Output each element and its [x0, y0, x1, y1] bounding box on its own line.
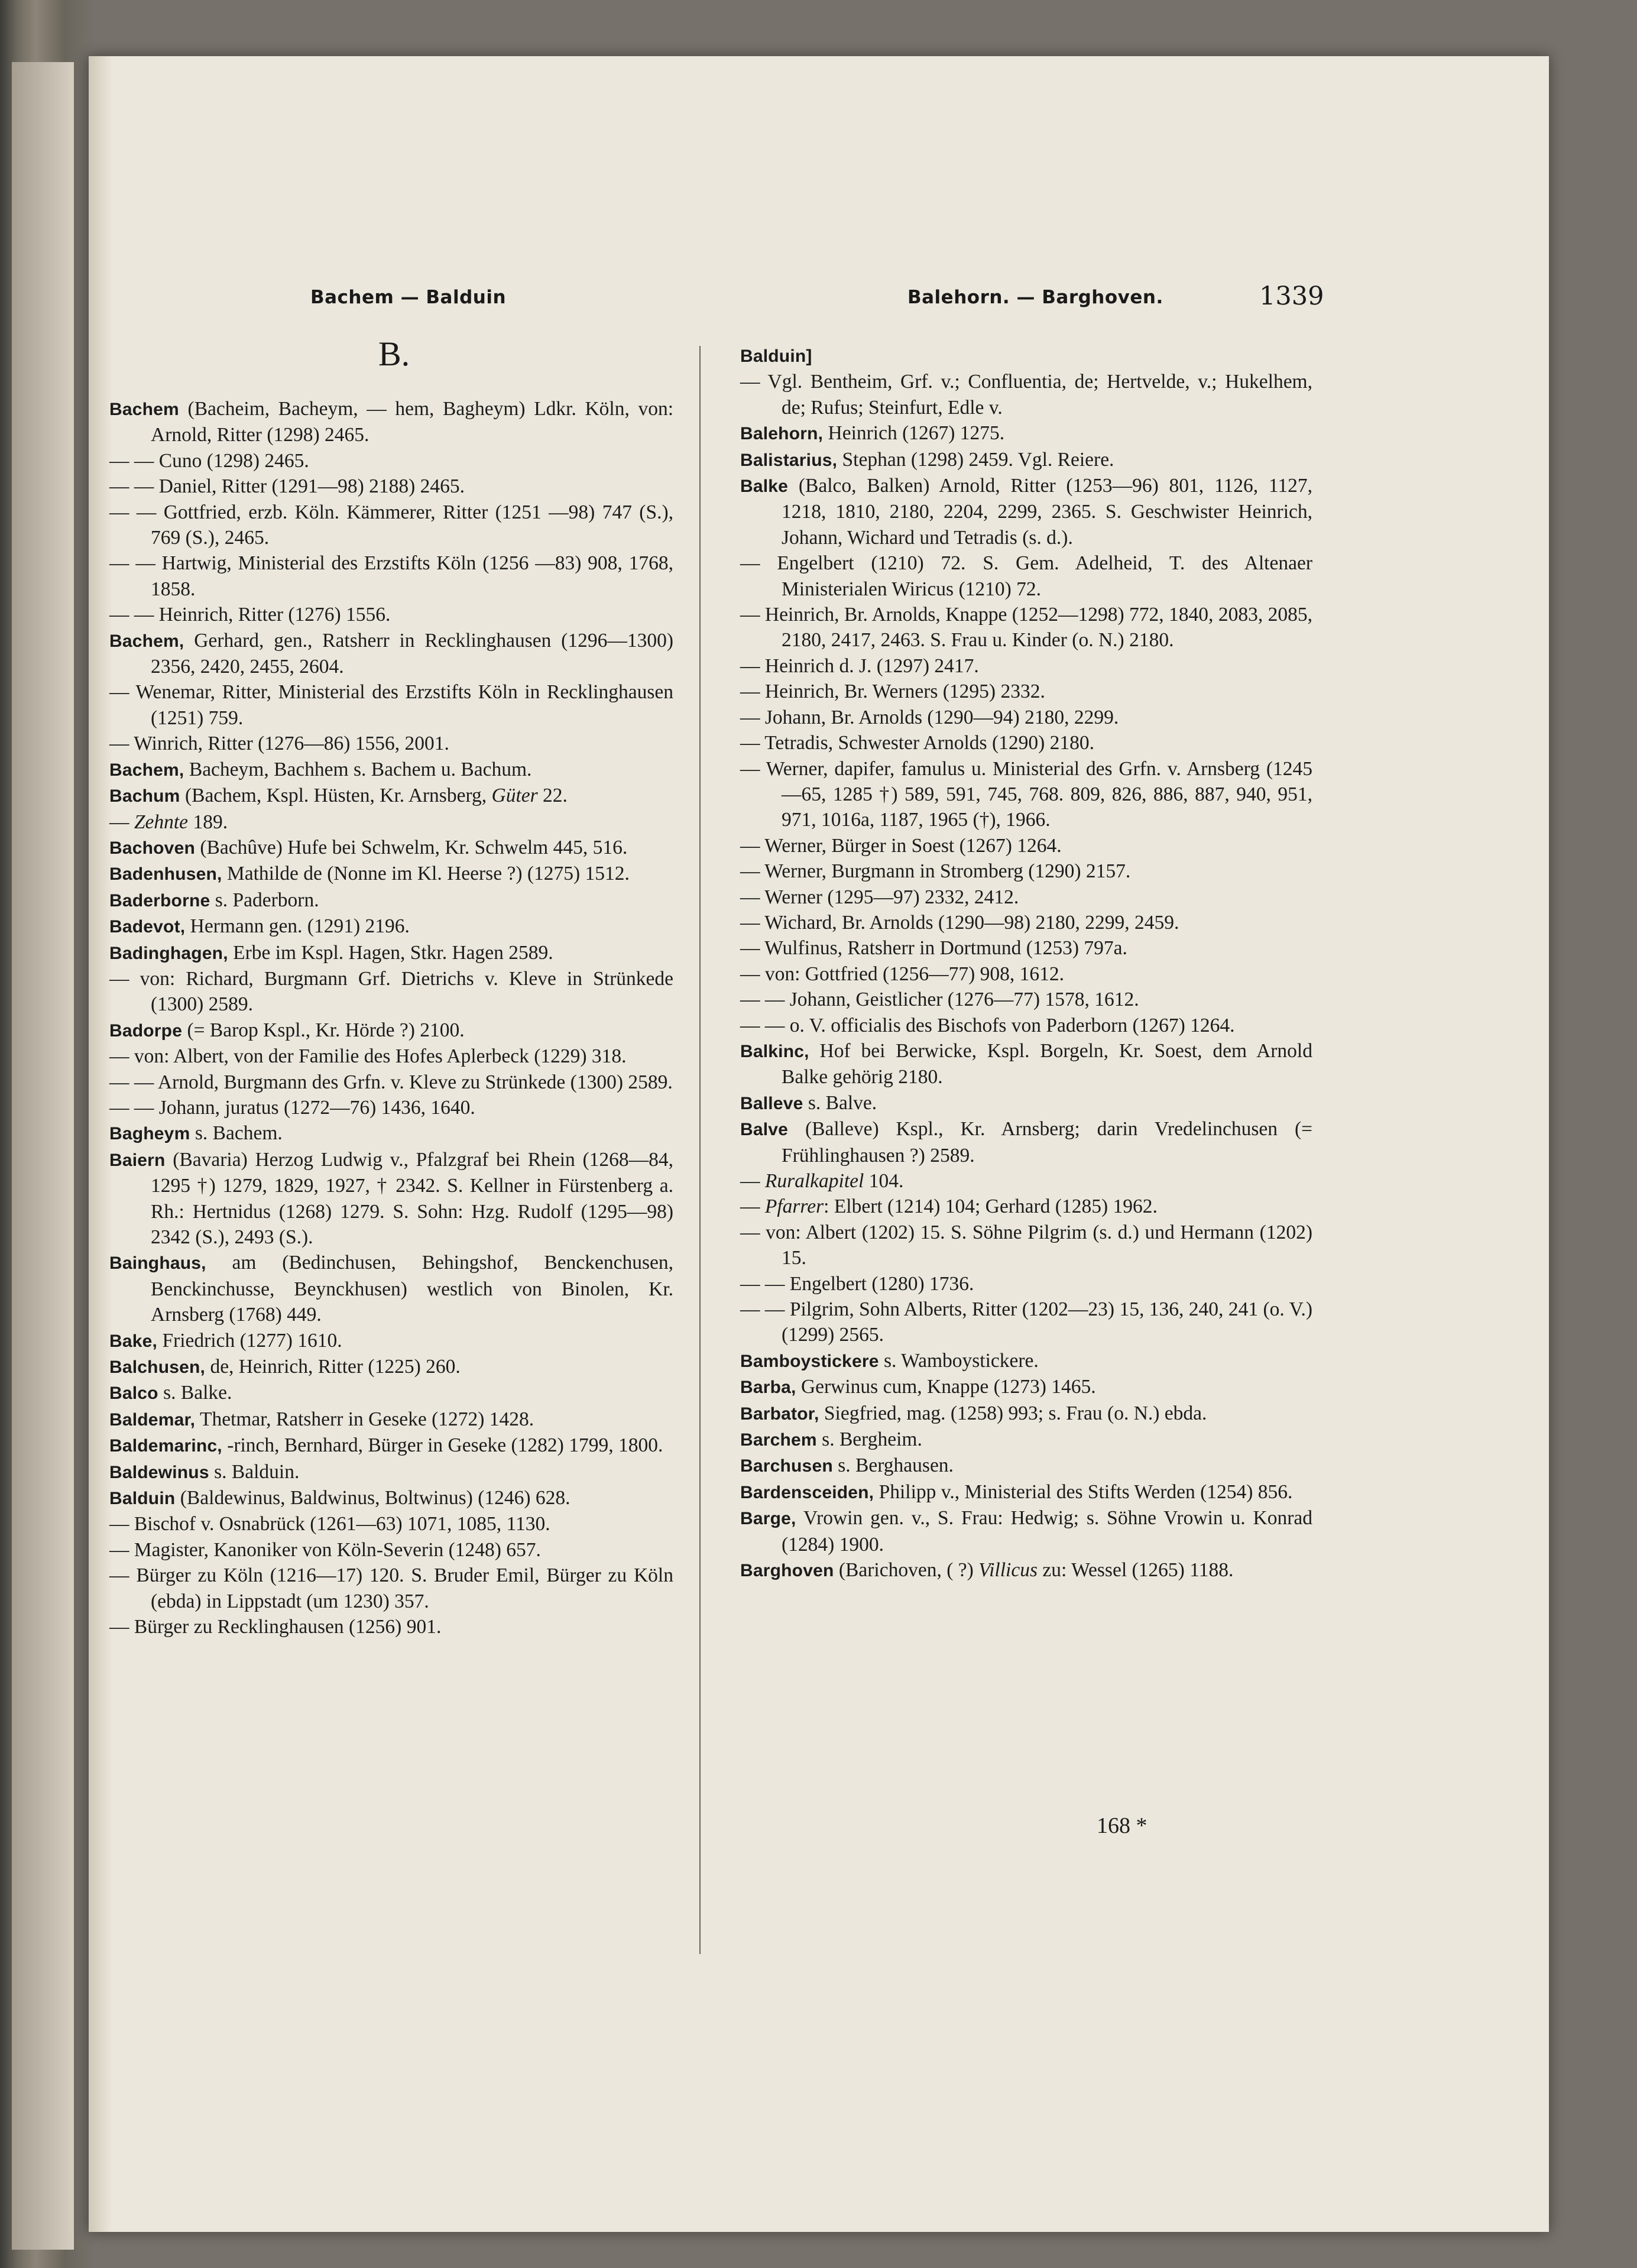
entry-text: — Werner, Bürger in Soest (1267) 1264. — [740, 834, 1062, 857]
entry-text: Gerhard, gen., Ratsherr in Recklinghausen (1296—1300) 2356, 2420, 2455, 2604. — [151, 629, 673, 678]
entry-text: — — Heinrich, Ritter (1276) 1556. — [109, 604, 391, 626]
column-divider — [699, 346, 701, 1954]
entry-text: (= Barop Kspl., Kr. Hörde ?) 2100. — [182, 1019, 465, 1041]
index-entry — [740, 1271, 1312, 1297]
index-entry — [740, 1453, 1312, 1479]
index-entry — [740, 1168, 1312, 1194]
index-entry — [740, 1505, 1312, 1557]
index-entry — [740, 1348, 1312, 1374]
entry-italic-term: Zehnte — [134, 811, 189, 833]
entry-text: Mathilde de (Nonne im Kl. Heerse ?) (1275) 1512. — [222, 863, 630, 885]
index-entry — [740, 1038, 1312, 1090]
entry-headword: Balleve — [740, 1093, 803, 1113]
entry-text: s. Paderborn. — [210, 889, 319, 911]
entry-headword: Barchem — [740, 1430, 817, 1450]
entry-text: — Werner, dapifer, famulus u. Ministerial des Grfn. v. Arnsberg (1245—65, 1285 †) 589, 591, 745, 768. 809, 826, 886, 887, 940, 951, 971, 1016a, 1187, 1965 (†), 1966. — [740, 757, 1312, 831]
entry-text-tail: 189. — [188, 811, 228, 833]
entry-text: — — [740, 1170, 765, 1192]
signature-mark: 168 * — [1097, 1813, 1147, 1838]
entry-text: — — Daniel, Ritter (1291—98) 2188) 2465. — [109, 475, 465, 498]
entry-headword: Balchusen, — [109, 1357, 206, 1378]
entry-text: — Bürger zu Köln (1216—17) 120. S. Bruder Emil, Bürger zu Köln (ebda) in Lippstadt (um 1230) 357. — [109, 1564, 673, 1612]
entry-text: — — Arnold, Burgmann des Grfn. v. Kleve zu Strünkede (1300) 2589. — [109, 1071, 673, 1093]
index-entry — [740, 961, 1312, 987]
entry-headword: Bamboystickere — [740, 1351, 879, 1371]
index-entry — [109, 1459, 673, 1485]
index-entry — [740, 447, 1312, 473]
entry-text: Philipp v., Ministerial des Stifts Werden (1254) 856. — [874, 1480, 1293, 1503]
index-entry — [740, 910, 1312, 935]
entry-text: — Werner, Burgmann in Stromberg (1290) 2157. — [740, 860, 1131, 883]
index-entry — [740, 705, 1312, 730]
entry-text: Vrowin gen. v., S. Frau: Hedwig; s. Söhne Vrowin u. Konrad (1284) 1900. — [782, 1507, 1312, 1556]
entry-text: (Bacheim, Bacheym, — hem, Bagheym) Ldkr. Köln, von: Arnold, Ritter (1298) 2465. — [151, 398, 673, 446]
entry-text: — — Hartwig, Ministerial des Erzstifts Köln (1256 —83) 908, 1768, 1858. — [109, 552, 673, 600]
entry-headword: Baderborne — [109, 890, 210, 911]
index-entry — [109, 1407, 673, 1433]
entry-text: — — Pilgrim, Sohn Alberts, Ritter (1202—23) 15, 136, 240, 241 (o. V.) (1299) 2565. — [740, 1298, 1312, 1346]
entry-headword: Badinghagen, — [109, 943, 228, 963]
index-entry — [109, 1511, 673, 1537]
entry-headword: Barbator, — [740, 1404, 819, 1424]
index-entry — [109, 731, 673, 756]
entry-text: — — o. V. officialis des Bischofs von Paderborn (1267) 1264. — [740, 1014, 1235, 1036]
index-entry — [109, 1018, 673, 1044]
entry-text: — Wenemar, Ritter, Ministerial des Erzstifts Köln in Recklinghausen (1251) 759. — [109, 681, 673, 729]
entry-headword: Bardensceiden, — [740, 1482, 874, 1502]
index-entry — [109, 783, 673, 809]
entry-headword: Balduin] — [740, 346, 812, 366]
index-entry — [740, 756, 1312, 833]
entry-headword: Balve — [740, 1120, 789, 1140]
index-entry — [740, 653, 1312, 679]
entry-text: — — Engelbert (1280) 1736. — [740, 1272, 974, 1295]
entry-text: (Baldewinus, Baldwinus, Boltwinus) (1246) 628. — [175, 1487, 570, 1509]
entry-headword: Badenhusen, — [109, 864, 222, 884]
entry-headword: Balke — [740, 477, 789, 497]
index-entry — [740, 1220, 1312, 1271]
entry-text: — Heinrich, Br. Werners (1295) 2332. — [740, 681, 1045, 703]
entry-text: — — Cuno (1298) 2465. — [109, 449, 309, 472]
entry-text-tail: 104. — [864, 1170, 904, 1192]
entry-text: — Tetradis, Schwester Arnolds (1290) 2180. — [740, 732, 1095, 754]
index-entry — [740, 369, 1312, 420]
entry-text: (Bachûve) Hufe bei Schwelm, Kr. Schwelm 445, 516. — [195, 836, 628, 858]
entry-text-tail: 22. — [537, 785, 568, 807]
index-entry — [109, 602, 673, 627]
entry-headword: Baldemarinc, — [109, 1436, 222, 1456]
entry-text: — Johann, Br. Arnolds (1290—94) 2180, 2299. — [740, 706, 1119, 728]
index-entry — [109, 757, 673, 783]
entry-text: — Engelbert (1210) 72. S. Gem. Adelheid, T. des Altenaer Ministerialen Wiricus (1210) 72. — [740, 552, 1312, 600]
entry-text: — Werner (1295—97) 2332, 2412. — [740, 886, 1019, 908]
left-running-head: Bachem — Balduin — [310, 287, 507, 308]
entry-headword: Bachem, — [109, 631, 184, 651]
entry-text: Hof bei Berwicke, Kspl. Borgeln, Kr. Soest, dem Arnold Balke gehörig 2180. — [782, 1039, 1312, 1088]
index-entry — [740, 1401, 1312, 1427]
entry-text: (Balco, Balken) Arnold, Ritter (1253—96) 801, 1126, 1127, 1218, 1810, 2180, 2204, 2299, 2365. S. Geschwister Heinrich, Johann, Wichard und Tetradis (s. d.). — [782, 475, 1312, 549]
entry-text: s. Bergheim. — [816, 1428, 922, 1451]
index-entry — [740, 1194, 1312, 1219]
index-entry — [740, 420, 1312, 446]
index-entry — [109, 448, 673, 474]
entry-text: s. Bachem. — [190, 1122, 283, 1145]
page-number: 1339 — [1259, 281, 1324, 311]
entry-headword: Bachoven — [109, 838, 195, 858]
index-entry — [109, 940, 673, 966]
entry-text: Hermann gen. (1291) 2196. — [185, 915, 410, 938]
entry-text: — von: Gottfried (1256—77) 908, 1612. — [740, 963, 1065, 985]
right-column — [740, 343, 1312, 1584]
entry-text: Siegfried, mag. (1258) 993; s. Frau (o. N.) ebda. — [819, 1402, 1207, 1424]
entry-headword: Balco — [109, 1384, 158, 1404]
index-entry — [740, 602, 1312, 653]
entry-headword: Balduin — [109, 1489, 176, 1509]
index-entry — [740, 858, 1312, 884]
entry-headword: Barchusen — [740, 1456, 833, 1476]
index-entry — [740, 473, 1312, 550]
entry-text-tail: : Elbert (1214) 104; Gerhard (1285) 1962. — [824, 1195, 1158, 1218]
entry-text: — Magister, Kanoniker von Köln-Severin (1248) 657. — [109, 1538, 541, 1561]
facing-page-edge — [12, 62, 74, 2250]
index-entry — [109, 396, 673, 448]
entry-text: — — Gottfried, erzb. Köln. Kämmerer, Ritter (1251 —98) 747 (S.), 769 (S.), 2465. — [109, 501, 673, 549]
entry-headword: Bachem — [109, 400, 179, 419]
entry-text: — — [740, 1195, 765, 1218]
entry-text: Friedrich (1277) 1610. — [157, 1329, 342, 1352]
index-entry — [740, 833, 1312, 858]
entry-text: — — [109, 811, 134, 833]
entry-text: am (Bedinchusen, Behingshof, Benckenchusen, Benckinchusse, Beynckhusen) westlich von Binolen, Kr. Arnsberg (1768) 449. — [151, 1252, 673, 1326]
entry-headword: Bake, — [109, 1331, 158, 1351]
entry-italic-term: Güter — [491, 785, 538, 807]
entry-italic-term: Villicus — [978, 1559, 1038, 1582]
index-entry — [109, 887, 673, 913]
entry-headword: Bainghaus, — [109, 1253, 206, 1274]
index-entry — [109, 1250, 673, 1327]
index-entry — [109, 1614, 673, 1640]
index-entry — [109, 500, 673, 551]
index-entry — [740, 1557, 1312, 1583]
entry-text: s. Berghausen. — [832, 1454, 954, 1477]
entry-text: Erbe im Kspl. Hagen, Stkr. Hagen 2589. — [228, 941, 553, 964]
entry-text: — Bischof v. Osnabrück (1261—63) 1071, 1085, 1130. — [109, 1513, 550, 1535]
entry-headword: Baldewinus — [109, 1462, 209, 1482]
entry-headword: Barge, — [740, 1509, 796, 1529]
index-entry — [109, 913, 673, 939]
entry-text: (Balleve) Kspl., Kr. Arnsberg; darin Vredelinchusen (= Frühlinghausen ?) 2589. — [782, 1118, 1312, 1167]
entry-text: (Bachem, Kspl. Hüsten, Kr. Arnsberg, — [180, 785, 492, 807]
entry-text: Heinrich (1267) 1275. — [823, 422, 1005, 445]
entry-text: Gerwinus cum, Knappe (1273) 1465. — [796, 1376, 1096, 1398]
index-entry — [109, 628, 673, 680]
index-entry — [109, 1485, 673, 1511]
entry-text: — von: Albert, von der Familie des Hofes Aplerbeck (1229) 318. — [109, 1045, 627, 1068]
index-entry — [740, 1116, 1312, 1168]
entry-text: s. Balve. — [803, 1091, 877, 1114]
index-entry — [109, 1044, 673, 1069]
entry-text: — von: Albert (1202) 15. S. Söhne Pilgrim (s. d.) und Hermann (1202) 15. — [740, 1221, 1312, 1269]
entry-text: — Bürger zu Recklinghausen (1256) 901. — [109, 1616, 442, 1638]
index-entry — [740, 1427, 1312, 1453]
left-column — [109, 396, 673, 1640]
entry-headword: Badorpe — [109, 1020, 183, 1041]
index-entry — [109, 861, 673, 887]
entry-text: -rinch, Bernhard, Bürger in Geseke (1282) 1799, 1800. — [222, 1434, 663, 1457]
entry-headword: Balkinc, — [740, 1041, 809, 1061]
entry-text: Bacheym, Bachhem s. Bachem u. Bachum. — [184, 758, 532, 780]
index-entry — [740, 987, 1312, 1012]
index-entry — [109, 679, 673, 731]
index-entry — [740, 935, 1312, 961]
entry-headword: Baiern — [109, 1150, 166, 1170]
index-entry — [109, 550, 673, 602]
entry-text: — — Johann, Geistlicher (1276—77) 1578, 1612. — [740, 989, 1139, 1011]
entry-text: Thetmar, Ratsherr in Geseke (1272) 1428. — [195, 1408, 534, 1430]
index-entry — [740, 1013, 1312, 1038]
entry-text: de, Heinrich, Ritter (1225) 260. — [205, 1356, 461, 1378]
index-entry — [109, 1354, 673, 1380]
entry-text: — Wulfinus, Ratsherr in Dortmund (1253) 797a. — [740, 937, 1127, 960]
index-entry — [109, 1095, 673, 1120]
entry-italic-term: Pfarrer — [764, 1195, 824, 1218]
entry-text: — — Johann, juratus (1272—76) 1436, 1640. — [109, 1096, 475, 1119]
index-entry — [109, 474, 673, 499]
entry-text: Stephan (1298) 2459. Vgl. Reiere. — [837, 448, 1114, 471]
entry-text: — Wichard, Br. Arnolds (1290—98) 2180, 2299, 2459. — [740, 911, 1179, 934]
entry-text: (Bavaria) Herzog Ludwig v., Pfalzgraf bei Rhein (1268—84, 1295 †) 1279, 1829, 1927, † 2342. S. Kellner in Fürstenberg a. Rh.: Hertnidus (1268) 1279. S. Sohn: Hzg. Rudolf (1295—98) 2342 (S.), 2493 (S.). — [151, 1148, 673, 1248]
entry-text: — Heinrich d. J. (1297) 2417. — [740, 655, 979, 677]
entry-headword: Bachum — [109, 786, 180, 806]
index-entry — [740, 1479, 1312, 1505]
index-entry — [109, 1328, 673, 1354]
entry-text: s. Wamboystickere. — [879, 1349, 1039, 1372]
index-entry — [109, 966, 673, 1018]
entry-text: s. Balduin. — [209, 1460, 300, 1483]
index-entry — [109, 1563, 673, 1614]
entry-headword: Balehorn, — [740, 424, 824, 444]
page-gutter-shadow — [89, 56, 112, 2232]
entry-headword: Barba, — [740, 1378, 796, 1398]
index-entry — [109, 1380, 673, 1406]
index-entry — [740, 1090, 1312, 1116]
entry-text: s. Balke. — [158, 1382, 232, 1404]
section-letter: B. — [378, 335, 410, 373]
entry-text: (Barichoven, ( ?) — [834, 1559, 979, 1582]
entry-italic-term: Ruralkapitel — [764, 1170, 864, 1192]
index-entry — [109, 1537, 673, 1563]
right-running-head: Balehorn. — Barghoven. — [907, 287, 1163, 308]
index-entry — [109, 835, 673, 861]
entry-headword: Baldemar, — [109, 1410, 196, 1430]
entry-headword: Barghoven — [740, 1561, 834, 1581]
entry-text: — von: Richard, Burgmann Grf. Dietrichs v. Kleve in Strünkede (1300) 2589. — [109, 967, 673, 1016]
entry-headword: Balistarius, — [740, 450, 838, 470]
entry-text: — Heinrich, Br. Arnolds, Knappe (1252—1298) 772, 1840, 2083, 2085, 2180, 2417, 2463. S. Frau u. Kinder (o. N.) 2180. — [740, 604, 1312, 652]
index-entry — [740, 884, 1312, 910]
index-entry — [109, 1070, 673, 1095]
index-entry — [109, 1147, 673, 1250]
entry-text: — Winrich, Ritter (1276—86) 1556, 2001. — [109, 733, 449, 755]
entry-text: — Vgl. Bentheim, Grf. v.; Confluentia, de; Hertvelde, v.; Hukelhem, de; Rufus; Steinfurt, Edle v. — [740, 371, 1312, 419]
index-entry — [740, 679, 1312, 704]
index-entry — [109, 1433, 673, 1459]
index-entry — [740, 1374, 1312, 1400]
entry-headword: Bachem, — [109, 760, 184, 780]
index-entry — [109, 1120, 673, 1146]
index-entry — [740, 550, 1312, 602]
entry-headword: Bagheym — [109, 1124, 190, 1144]
index-entry — [109, 809, 673, 835]
entry-headword: Badevot, — [109, 917, 186, 937]
index-entry — [740, 1297, 1312, 1348]
index-entry — [740, 730, 1312, 756]
entry-text-tail: zu: Wessel (1265) 1188. — [1038, 1559, 1234, 1582]
index-entry — [740, 343, 1312, 369]
